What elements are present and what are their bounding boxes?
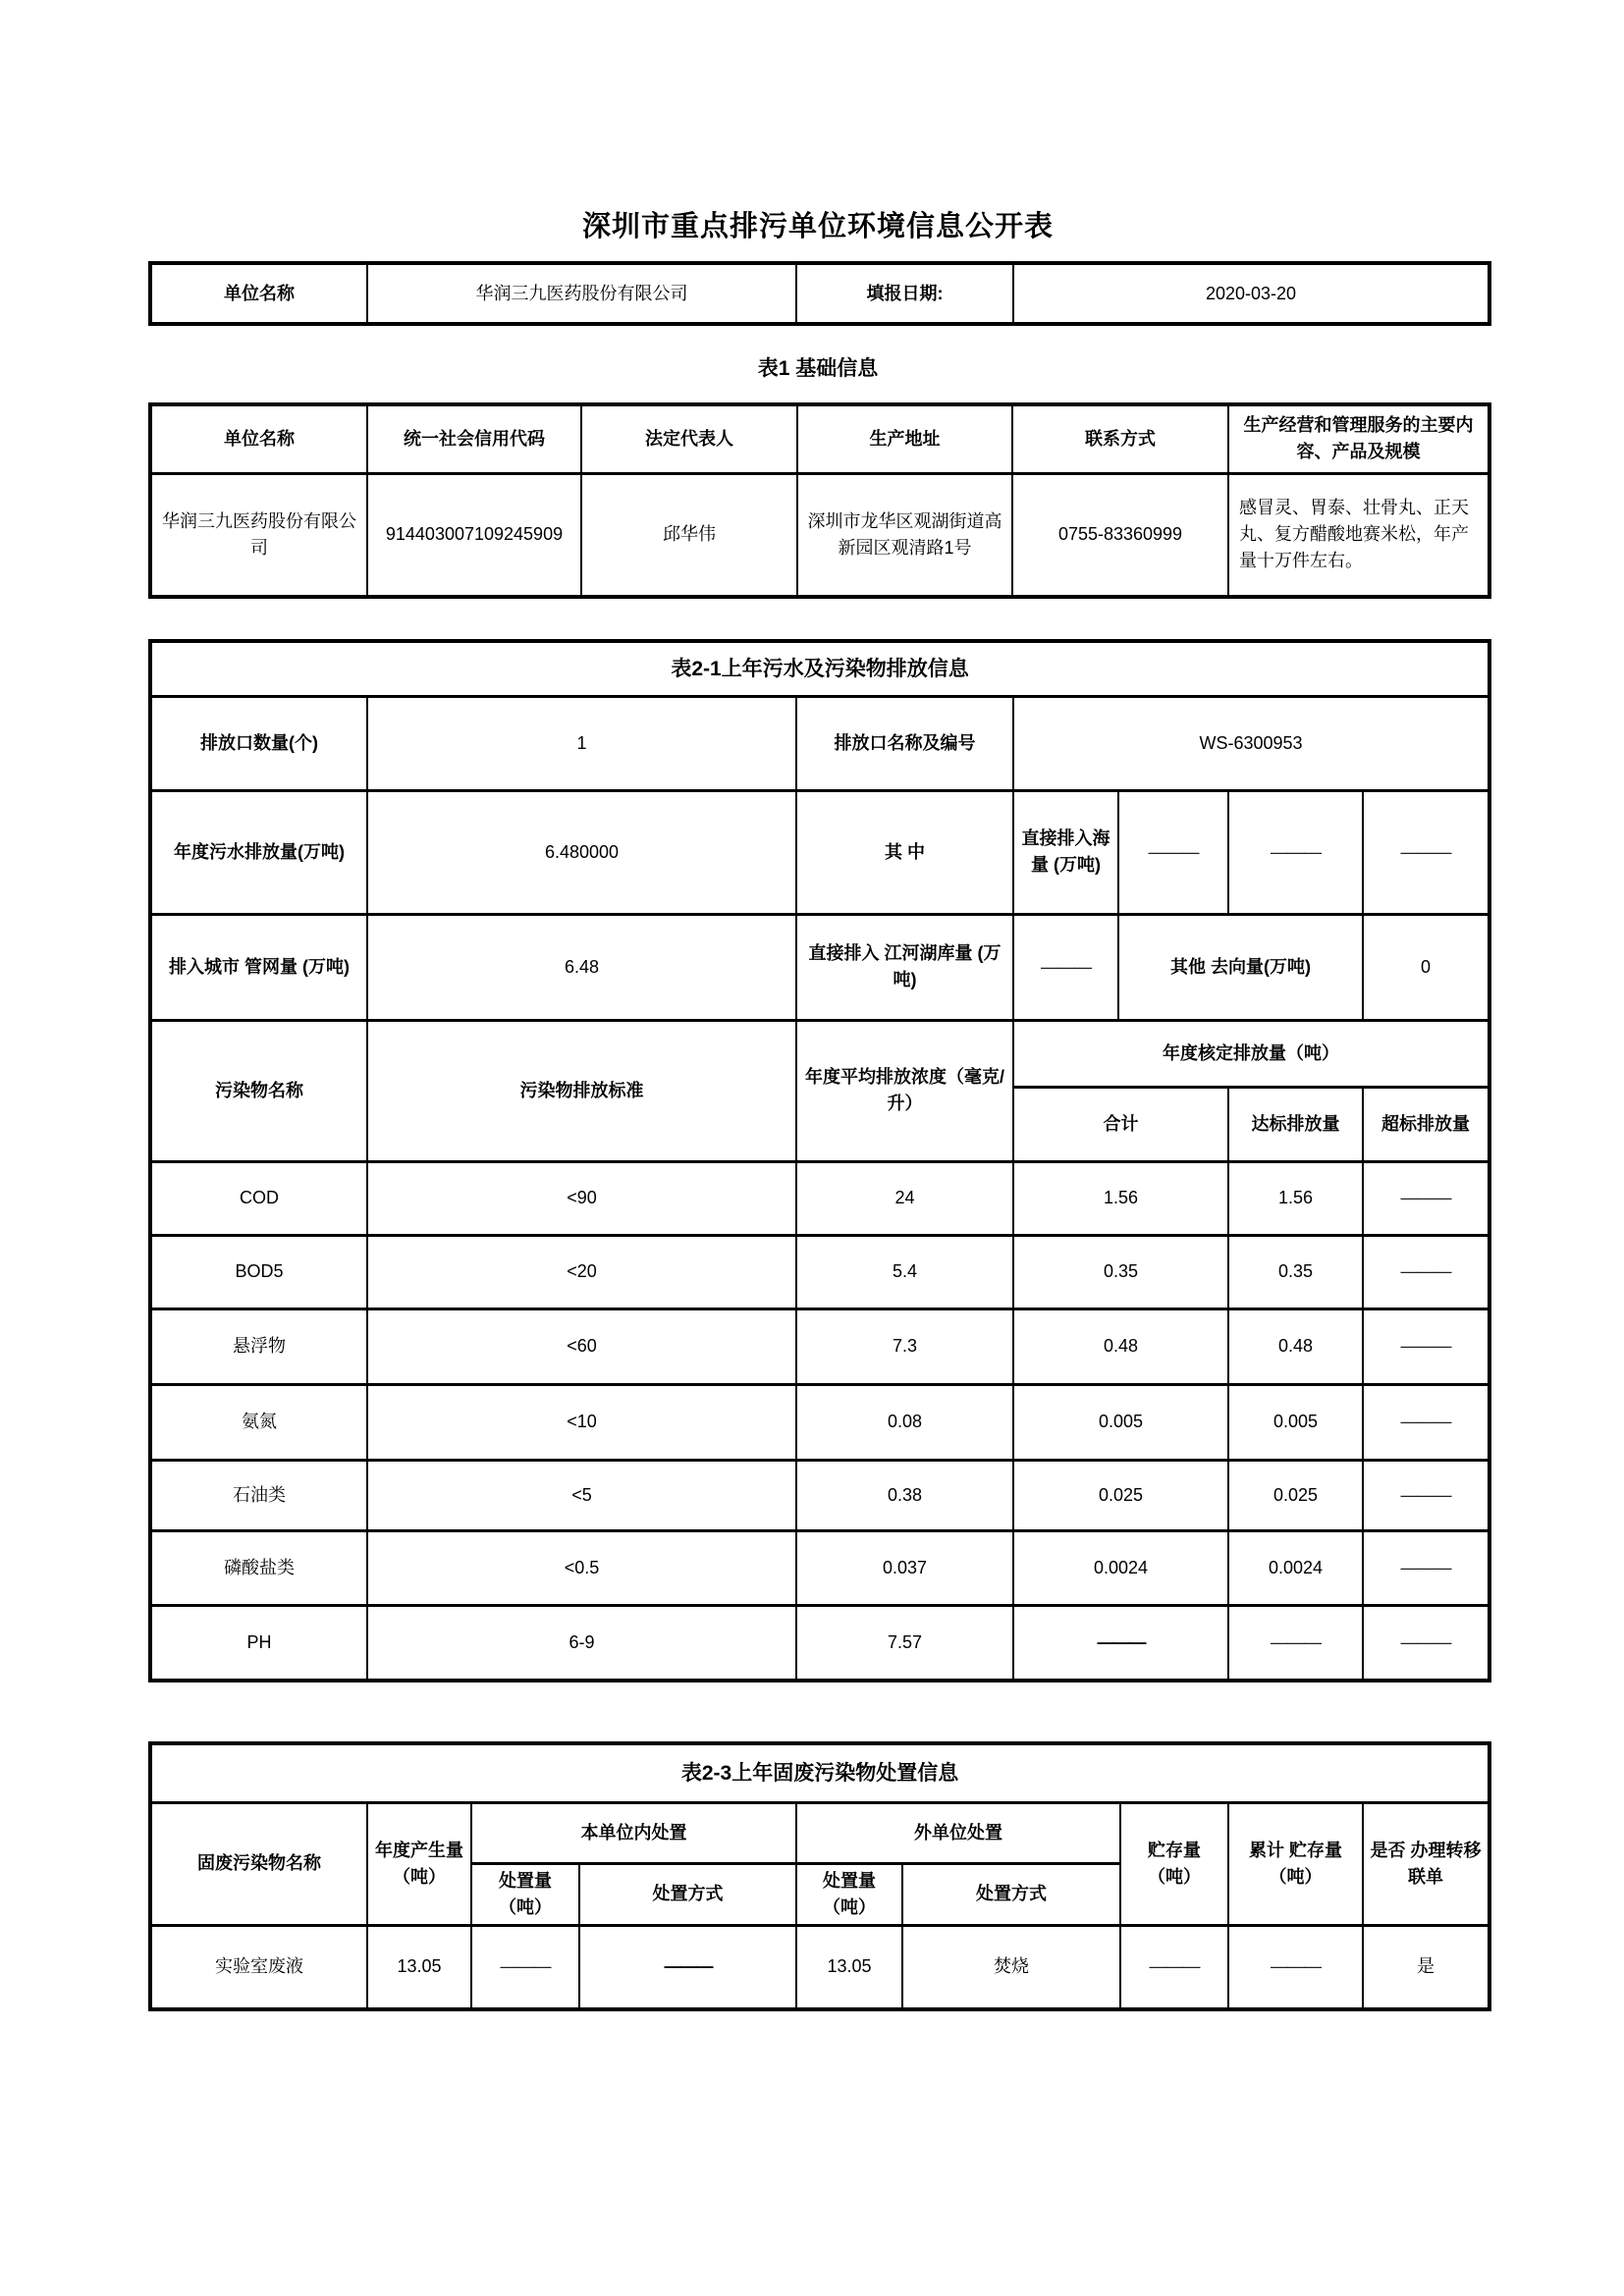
to-river-label: 直接排入 江河湖库量 (万吨) [796,914,1013,1020]
pollutant-header-exceed: 超标排放量 [1363,1087,1489,1161]
pollutant-total: 0.48 [1013,1308,1228,1384]
pollutant-concentration: 0.037 [796,1530,1013,1605]
to-sea-value-1: ——— [1118,790,1228,914]
table1-header-legal-rep: 法定代表人 [581,404,797,473]
pollutant-name: 悬浮物 [150,1308,367,1384]
pollutant-concentration: 7.3 [796,1308,1013,1384]
pollutant-total: 0.35 [1013,1235,1228,1308]
pollutant-exceed: ——— [1363,1384,1489,1460]
waste-transfer: 是 [1363,1925,1489,2009]
waste-annual-output: 13.05 [367,1925,471,2009]
pollutant-row [150,1161,1489,1235]
table1-legal-rep-value: 邱华伟 [581,473,797,597]
pollutant-total: ——— [1013,1605,1228,1681]
report-date-label: 填报日期: [796,263,1013,324]
pollutant-exceed: ——— [1363,1235,1489,1308]
unit-name-value: 华润三九医药股份有限公司 [367,263,796,324]
pollutant-standard: <20 [367,1235,796,1308]
to-pipe-value: 6.48 [367,914,796,1020]
waste-header-offsite: 外单位处置 [796,1802,1120,1863]
pollutant-concentration: 0.38 [796,1460,1013,1530]
pollutant-row [150,1605,1489,1681]
pollutant-standard: <60 [367,1308,796,1384]
pollutant-header-approved-amount: 年度核定排放量（吨） [1013,1020,1489,1087]
waste-header-onsite: 本单位内处置 [471,1802,796,1863]
table1-caption: 表1 基础信息 [757,357,879,380]
pollutant-header-total: 合计 [1013,1087,1228,1161]
other-dest-value: 0 [1363,914,1489,1020]
pollutant-total: 0.005 [1013,1384,1228,1460]
pollutant-concentration: 0.08 [796,1384,1013,1460]
pollutant-header-compliant: 达标排放量 [1228,1087,1363,1161]
table1-header-contact: 联系方式 [1012,404,1228,473]
pollutant-row [150,1384,1489,1460]
pollutant-total: 1.56 [1013,1161,1228,1235]
other-dest-label: 其他 去向量(万吨) [1118,914,1363,1020]
pollutant-compliant: 0.48 [1228,1308,1363,1384]
pollutant-header-standard: 污染物排放标准 [367,1020,796,1161]
document-title: 深圳市重点排污单位环境信息公开表 [581,211,1054,242]
among-label: 其 中 [796,790,1013,914]
outlet-id-label: 排放口名称及编号 [796,696,1013,790]
pollutant-row [150,1308,1489,1384]
to-pipe-label: 排入城市 管网量 (万吨) [150,914,367,1020]
pollutant-name: 石油类 [150,1460,367,1530]
table1-address-value: 深圳市龙华区观湖街道高新园区观清路1号 [797,473,1012,597]
pollutant-name: 磷酸盐类 [150,1530,367,1605]
pollutant-name: 氨氮 [150,1384,367,1460]
basic-info-table [148,402,1491,599]
report-date-value: 2020-03-20 [1013,263,1489,324]
pollutant-exceed: ——— [1363,1460,1489,1530]
pollutant-total: 0.025 [1013,1460,1228,1530]
pollutant-standard: <0.5 [367,1530,796,1605]
table1-header-scope: 生产经营和管理服务的主要内容、产品及规模 [1228,404,1489,473]
unit-name-label: 单位名称 [150,263,367,324]
pollutant-total: 0.0024 [1013,1530,1228,1605]
waste-onsite-method: ——— [579,1925,796,2009]
pollutant-name: BOD5 [150,1235,367,1308]
pollutant-compliant: ——— [1228,1605,1363,1681]
pollutant-compliant: 1.56 [1228,1161,1363,1235]
pollutant-row [150,1530,1489,1605]
pollutant-header-name: 污染物名称 [150,1020,367,1161]
waste-header-transfer: 是否 办理转移联单 [1363,1802,1489,1925]
to-sea-value-2: ——— [1228,790,1363,914]
table1-credit-code-value: 914403007109245909 [367,473,581,597]
table1-header-credit-code: 统一社会信用代码 [367,404,581,473]
annual-discharge-label: 年度污水排放量(万吨) [150,790,367,914]
pollutant-concentration: 7.57 [796,1605,1013,1681]
pollutant-compliant: 0.025 [1228,1460,1363,1530]
waste-cum-storage: ——— [1228,1925,1363,2009]
to-sea-label: 直接排入海量 (万吨) [1013,790,1118,914]
pollutant-concentration: 5.4 [796,1235,1013,1308]
waste-header-storage: 贮存量（吨） [1120,1802,1228,1925]
pollutant-exceed: ——— [1363,1530,1489,1605]
waste-name: 实验室废液 [150,1925,367,2009]
pollutant-standard: <90 [367,1161,796,1235]
waste-offsite-method: 焚烧 [902,1925,1120,2009]
waste-header-offsite-amount: 处置量（吨） [796,1863,902,1925]
pollutant-compliant: 0.0024 [1228,1530,1363,1605]
outlet-count-value: 1 [367,696,796,790]
table1-header-unit: 单位名称 [150,404,367,473]
waste-row [150,1925,1489,2009]
pollutant-exceed: ——— [1363,1605,1489,1681]
pollutant-compliant: 0.005 [1228,1384,1363,1460]
pollutant-header-avg-concentration: 年度平均排放浓度（毫克/升） [796,1020,1013,1161]
pollutant-name: PH [150,1605,367,1681]
table1-unit-value: 华润三九医药股份有限公司 [150,473,367,597]
form-sheet [148,0,1488,2011]
waste-offsite-amount: 13.05 [796,1925,902,2009]
pollutant-name: COD [150,1161,367,1235]
outlet-count-label: 排放口数量(个) [150,696,367,790]
waste-header-onsite-amount: 处置量（吨） [471,1863,579,1925]
solid-waste-table [148,1741,1491,2011]
to-sea-value-3: ——— [1363,790,1489,914]
pollutant-compliant: 0.35 [1228,1235,1363,1308]
table1-scope-value: 感冒灵、胃泰、壮骨丸、正天丸、复方醋酸地赛米松，年产量十万件左右。 [1228,473,1489,597]
pollutant-exceed: ——— [1363,1308,1489,1384]
waste-header-name: 固废污染物名称 [150,1802,367,1925]
table1-header-address: 生产地址 [797,404,1012,473]
pollutant-row [150,1235,1489,1308]
pollutant-standard: <5 [367,1460,796,1530]
table1-contact-value: 0755-83360999 [1012,473,1228,597]
wastewater-discharge-table [148,639,1491,1682]
waste-header-cum-storage: 累计 贮存量（吨） [1228,1802,1363,1925]
pollutant-standard: 6-9 [367,1605,796,1681]
pollutant-row [150,1460,1489,1530]
annual-discharge-value: 6.480000 [367,790,796,914]
waste-onsite-amount: ——— [471,1925,579,2009]
pollutant-concentration: 24 [796,1161,1013,1235]
to-river-value: ——— [1013,914,1118,1020]
table21-caption: 表2-1上年污水及污染物排放信息 [150,641,1489,696]
waste-header-onsite-method: 处置方式 [579,1863,796,1925]
pollutant-standard: <10 [367,1384,796,1460]
table23-caption: 表2-3上年固废污染物处置信息 [150,1743,1489,1802]
waste-header-offsite-method: 处置方式 [902,1863,1120,1925]
report-header-table [148,261,1491,326]
waste-header-annual-output: 年度产生量（吨） [367,1802,471,1925]
outlet-id-value: WS-6300953 [1013,696,1489,790]
waste-storage: ——— [1120,1925,1228,2009]
pollutant-exceed: ——— [1363,1161,1489,1235]
